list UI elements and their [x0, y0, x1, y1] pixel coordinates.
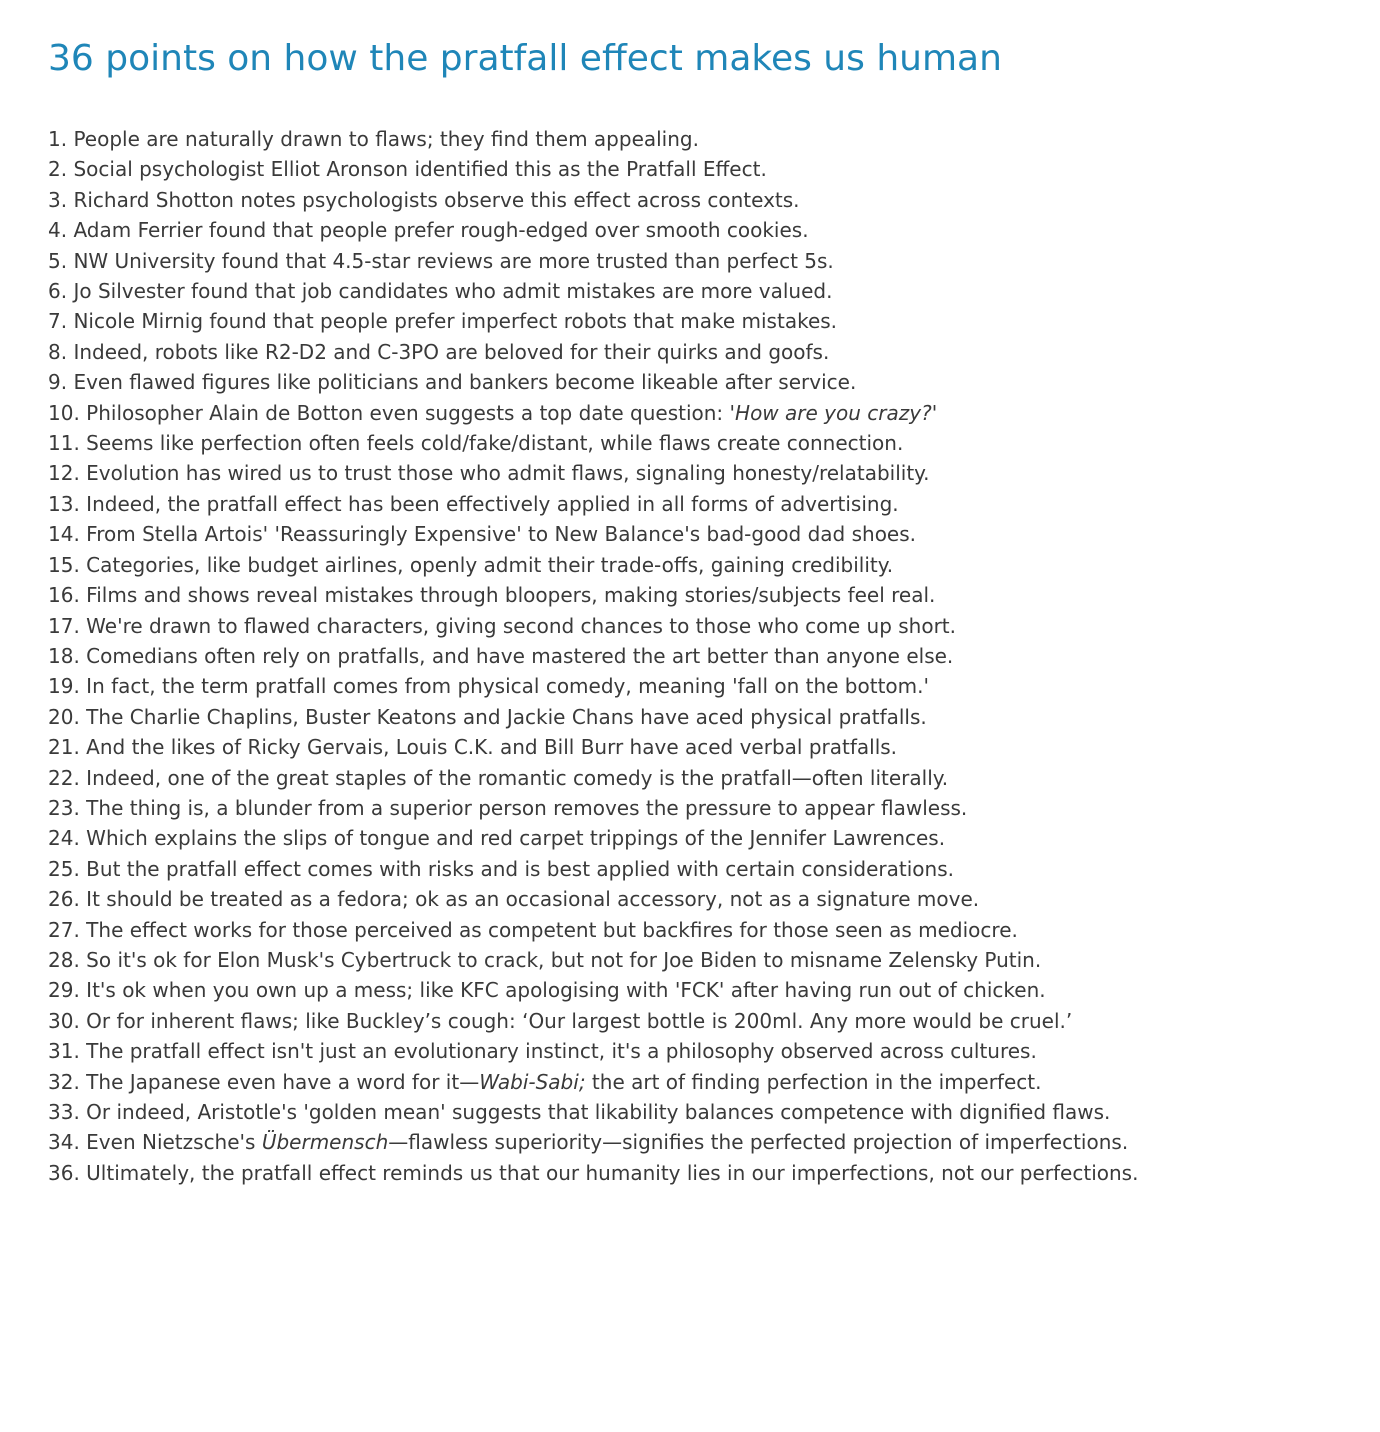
point-number: 12. [48, 461, 80, 486]
list-item [48, 945, 1340, 975]
list-item [48, 854, 1340, 884]
list-item [48, 732, 1340, 762]
list-item [48, 489, 1340, 519]
point-number: 3. [48, 187, 68, 212]
point-text: The Japanese even have a word for it— [86, 1069, 480, 1094]
list-item [48, 611, 1340, 641]
point-text: In fact, the term pratfall comes from physical comedy, meaning 'fall on the bottom.' [86, 674, 929, 699]
point-text: Philosopher Alain de Botton even suggests a top date question: [86, 400, 730, 425]
point-number: 18. [48, 643, 80, 668]
list-item [48, 1006, 1340, 1036]
list-item [48, 641, 1340, 671]
point-number: 14. [48, 522, 80, 547]
point-text: It's ok when you own up a mess; like KFC apologising with 'FCK' after having run out of chicken. [86, 978, 1046, 1003]
point-text-continued: the art of finding perfection in the imperfect. [585, 1069, 1042, 1094]
list-item [48, 306, 1340, 336]
point-text: Films and shows reveal mistakes through bloopers, making stories/subjects feel real. [86, 583, 936, 608]
list-item [48, 915, 1340, 945]
list-item [48, 1036, 1340, 1066]
point-number: 36. [48, 1160, 80, 1185]
point-text: Comedians often rely on pratfalls, and have mastered the art better than anyone else. [86, 643, 954, 668]
point-text: Nicole Mirnig found that people prefer imperfect robots that make mistakes. [73, 309, 838, 334]
point-text: Even flawed figures like politicians and bankers become likeable after service. [73, 370, 857, 395]
point-number: 5. [48, 248, 68, 273]
point-number: 22. [48, 765, 80, 790]
point-number: 20. [48, 704, 80, 729]
list-item [48, 519, 1340, 549]
list-item [48, 124, 1340, 154]
list-item [48, 185, 1340, 215]
point-number: 9. [48, 370, 68, 395]
list-item [48, 763, 1340, 793]
list-item [48, 1097, 1340, 1127]
point-number: 10. [48, 400, 80, 425]
list-item [48, 702, 1340, 732]
point-text: The Charlie Chaplins, Buster Keatons and Jackie Chans have aced physical pratfalls. [86, 704, 927, 729]
list-item [48, 1127, 1340, 1157]
point-number: 11. [48, 431, 80, 456]
point-text: The pratfall effect isn't just an evolutionary instinct, it's a philosophy observed across cultures. [86, 1039, 1037, 1064]
point-number: 27. [48, 917, 80, 942]
point-number: 33. [48, 1100, 80, 1124]
point-number: 24. [48, 826, 80, 851]
point-number: 21. [48, 735, 80, 760]
point-emphasis: Wabi-Sabi; [479, 1069, 586, 1094]
point-number: 31. [48, 1039, 80, 1064]
list-item [48, 884, 1340, 914]
list-item [48, 246, 1340, 276]
point-text-continued: —flawless superiority—signifies the perfected projection of imperfections. [388, 1130, 1129, 1155]
list-item [48, 550, 1340, 580]
point-number: 2. [48, 157, 68, 182]
point-text: Seems like perfection often feels cold/fake/distant, while flaws create connection. [86, 431, 904, 456]
list-item [48, 1158, 1340, 1188]
point-text: The thing is, a blunder from a superior person removes the pressure to appear flawless. [86, 795, 968, 820]
point-text: Indeed, one of the great staples of the romantic comedy is the pratfall—often literally. [86, 765, 949, 790]
point-number: 17. [48, 613, 80, 638]
point-number: 8. [48, 339, 68, 364]
point-text: We're drawn to flawed characters, giving second chances to those who come up short. [86, 613, 956, 638]
list-item [48, 580, 1340, 610]
point-text: Jo Silvester found that job candidates who admit mistakes are more valued. [73, 279, 833, 304]
point-emphasis: Übermensch [261, 1130, 389, 1155]
point-number: 29. [48, 978, 80, 1003]
list-item [48, 337, 1340, 367]
point-text: Categories, like budget airlines, openly admit their trade-offs, gaining credibility. [86, 552, 894, 577]
point-number: 30. [48, 1008, 80, 1033]
list-item [48, 215, 1340, 245]
list-item [48, 276, 1340, 306]
point-number: 6. [48, 279, 68, 304]
point-text: Indeed, robots like R2-D2 and C-3PO are beloved for their quirks and goofs. [73, 339, 830, 364]
list-item [48, 975, 1340, 1005]
point-text: Or for inherent flaws; like Buckley’s cough: ‘Our largest bottle is 200ml. Any more would be cruel.’ [86, 1008, 1073, 1033]
point-number: 19. [48, 674, 80, 699]
point-text: People are naturally drawn to flaws; they find them appealing. [73, 127, 699, 151]
point-number: 16. [48, 583, 80, 608]
list-item [48, 367, 1340, 397]
point-number: 23. [48, 795, 80, 820]
points-list [48, 124, 1340, 1188]
point-number: 26. [48, 887, 80, 912]
point-number: 32. [48, 1069, 80, 1094]
page-title: 36 points on how the pratfall effect makes us human [48, 38, 1002, 79]
list-item [48, 671, 1340, 701]
point-text: Or indeed, Aristotle's 'golden mean' suggests that likability balances competence with dignified flaws. [86, 1100, 1111, 1124]
point-text: So it's ok for Elon Musk's Cybertruck to crack, but not for Joe Biden to misname Zelensky Putin. [86, 947, 1042, 972]
point-number: 4. [48, 218, 68, 243]
list-item [48, 398, 1340, 428]
list-item [48, 154, 1340, 184]
point-text: But the pratfall effect comes with risks and is best applied with certain considerations. [86, 856, 954, 881]
point-text: It should be treated as a fedora; ok as an occasional accessory, not as a signature move. [86, 887, 980, 912]
point-text: The effect works for those perceived as competent but backfires for those seen as mediocre. [86, 917, 1018, 942]
point-number: 13. [48, 491, 80, 516]
point-text: Adam Ferrier found that people prefer rough-edged over smooth cookies. [73, 218, 809, 243]
point-number: 1. [48, 127, 68, 151]
point-text: And the likes of Ricky Gervais, Louis C.K. and Bill Burr have aced verbal pratfalls. [86, 735, 898, 760]
point-text: Evolution has wired us to trust those who admit flaws, signaling honesty/relatability. [86, 461, 930, 486]
point-text: Ultimately, the pratfall effect reminds us that our humanity lies in our imperfections, not our perfections. [86, 1160, 1139, 1185]
point-number: 7. [48, 309, 68, 334]
point-text: Indeed, the pratfall effect has been effectively applied in all forms of advertising. [86, 491, 899, 516]
point-number: 15. [48, 552, 80, 577]
point-text: NW University found that 4.5-star reviews are more trusted than perfect 5s. [73, 248, 834, 273]
point-number: 25. [48, 856, 80, 881]
point-text: Which explains the slips of tongue and red carpet trippings of the Jennifer Lawrences. [86, 826, 946, 851]
point-number: 28. [48, 947, 80, 972]
point-emphasis: 'How are you crazy?' [729, 400, 938, 425]
point-text: Richard Shotton notes psychologists observe this effect across contexts. [73, 187, 800, 212]
list-item [48, 428, 1340, 458]
list-item [48, 793, 1340, 823]
list-item [48, 823, 1340, 853]
point-text: Even Nietzsche's [86, 1130, 262, 1155]
point-text: From Stella Artois' 'Reassuringly Expensive' to New Balance's bad-good dad shoes. [86, 522, 917, 547]
point-number: 34. [48, 1130, 80, 1155]
list-item [48, 458, 1340, 488]
list-item [48, 1067, 1340, 1097]
point-text: Social psychologist Elliot Aronson identified this as the Pratfall Effect. [73, 157, 767, 182]
